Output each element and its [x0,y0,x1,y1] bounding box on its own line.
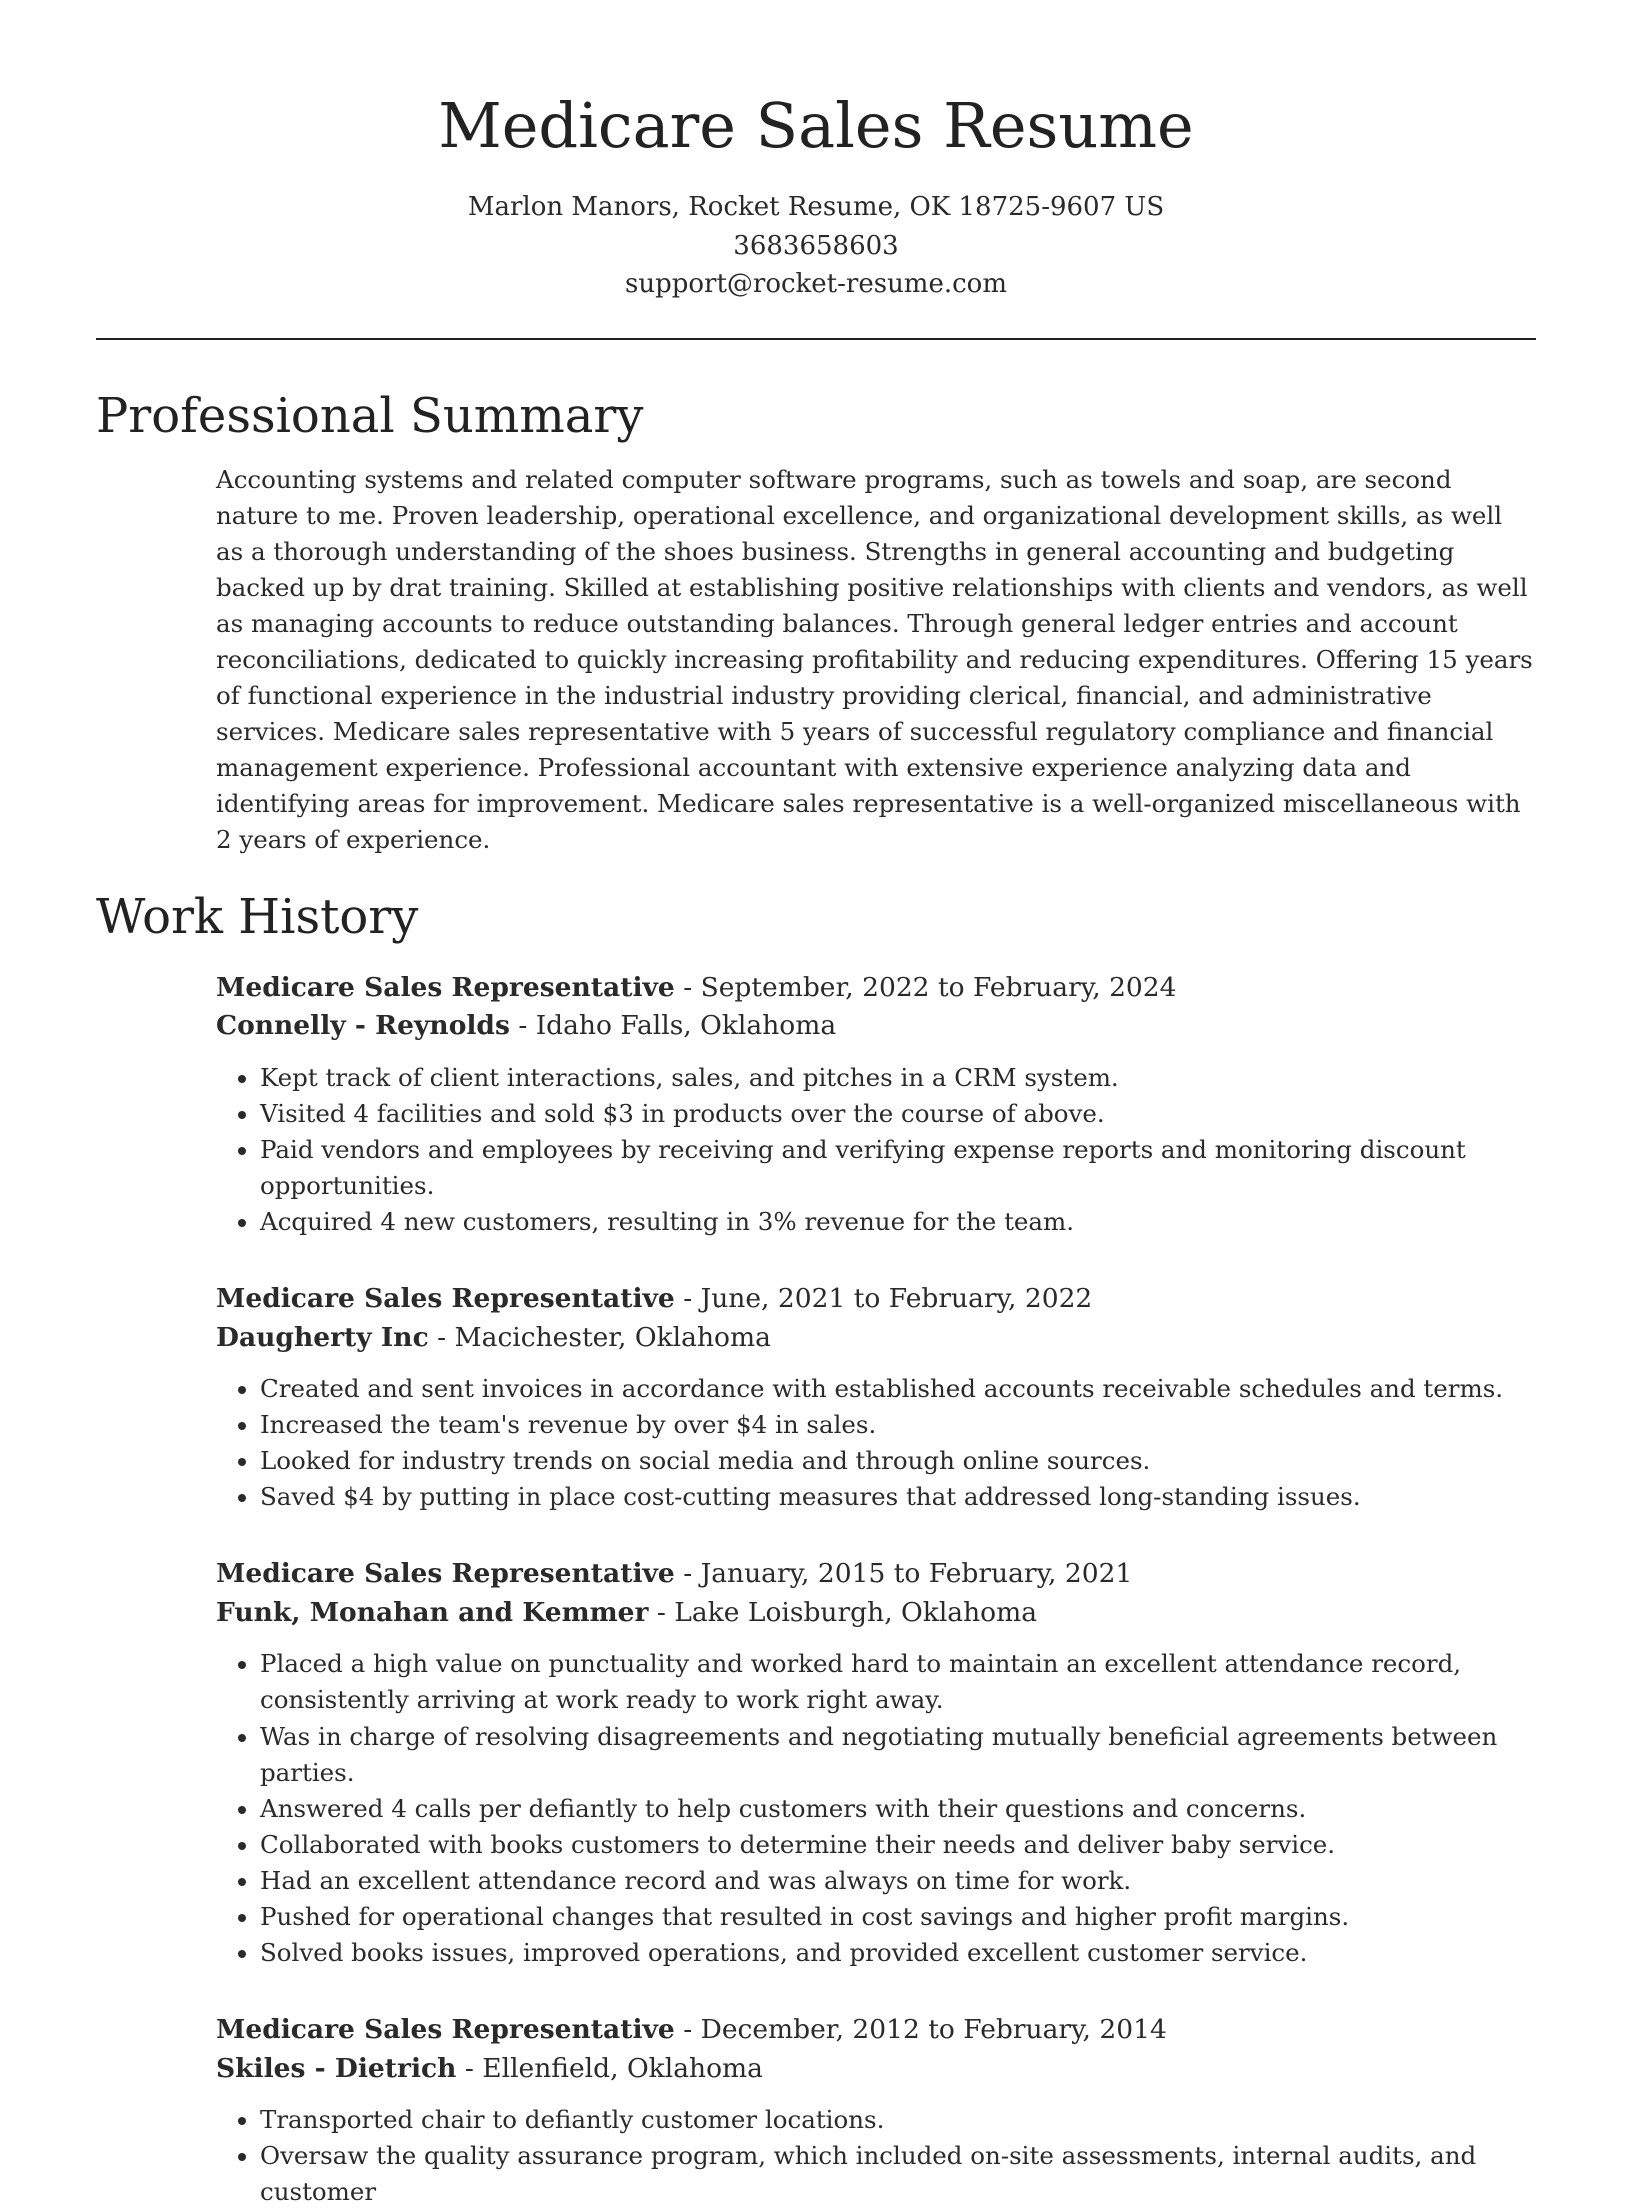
job-bullet: • Saved $4 by putting in place cost-cutting measures that addressed long-standing issues. [260,1479,1536,1515]
job-title: Medicare Sales Representative [216,2014,675,2046]
job-entry [216,969,1536,1240]
job-title-line [216,2011,1536,2050]
job-title: Medicare Sales Representative [216,1558,675,1590]
job-bullet: • Created and sent invoices in accordance with established accounts receivable schedules and terms. [260,1371,1536,1407]
job-bullet: • Looked for industry trends on social media and through online sources. [260,1443,1536,1479]
job-company: Connelly - Reynolds [216,1010,510,1042]
job-company: Daugherty Inc [216,1321,429,1353]
job-bullet: • Acquired 4 new customers, resulting in 3% revenue for the team. [260,1204,1536,1240]
job-dates: - June, 2021 to February, 2022 [674,1283,1093,1314]
job-location: - Macichester, Oklahoma [428,1321,771,1353]
job-bullet: • Had an excellent attendance record and was always on time for work. [260,1863,1536,1899]
job-entry [216,2011,1536,2210]
job-bullet: • Placed a high value on punctuality and worked hard to maintain an excellent attendance record, consistently arriving at work ready to work right away. [260,1646,1536,1718]
resume-title: Medicare Sales Resume [438,89,1194,162]
job-bullet: • Answered 4 calls per defiantly to help customers with their questions and concerns. [260,1791,1536,1827]
job-bullets [216,1060,1536,1240]
job-title-line [216,969,1536,1008]
job-dates: - December, 2012 to February, 2014 [674,2014,1167,2046]
job-dates: - September, 2022 to February, 2024 [674,971,1177,1003]
contact-address: Marlon Manors, Rocket Resume, OK 18725-9607 US [467,192,1165,222]
job-entry [216,1280,1536,1515]
job-bullets [216,1646,1536,1971]
job-title: Medicare Sales Representative [216,971,675,1003]
job-company: Skiles - Dietrich [216,2052,457,2084]
job-company-line [216,1594,1536,1633]
job-location: - Lake Loisburgh, Oklahoma [648,1596,1038,1628]
job-title: Medicare Sales Representative [216,1283,675,1314]
professional-summary-section [96,384,1536,859]
job-bullet: • Pushed for operational changes that resulted in cost savings and higher profit margins. [260,1899,1536,1935]
section-heading-summary: Professional Summary [96,387,644,444]
job-title-line [216,1280,1536,1319]
job-list [216,969,1536,2211]
job-company-line [216,2050,1536,2089]
job-title-line [216,1555,1536,1594]
job-bullet: • Solved books issues, improved operations, and provided excellent customer service. [260,1935,1536,1971]
job-bullet: • Visited 4 facilities and sold $3 in products over the course of above. [260,1096,1536,1132]
job-company: Funk, Monahan and Kemmer [216,1596,649,1628]
job-bullet: • Collaborated with books customers to determine their needs and deliver baby service. [260,1827,1536,1863]
resume-page [96,0,1536,2211]
contact-email: support@rocket-resume.com [624,269,1007,299]
section-heading-work-history: Work History [96,888,419,945]
resume-header [96,0,1536,304]
job-entry [216,1555,1536,1971]
job-location: - Idaho Falls, Oklahoma [509,1010,837,1042]
job-bullet: • Oversaw the quality assurance program, which included on-site assessments, internal audits, and customer [260,2138,1536,2210]
job-location: - Ellenfield, Oklahoma [456,2052,763,2084]
job-bullet: • Increased the team's revenue by over $4 in sales. [260,1407,1536,1443]
job-bullet: • Kept track of client interactions, sales, and pitches in a CRM system. [260,1060,1536,1096]
contact-phone: 3683658603 [733,230,899,261]
job-bullet: • Transported chair to defiantly customer locations. [260,2102,1536,2138]
job-company-line [216,1319,1536,1358]
header-divider [96,338,1536,340]
job-bullet: • Paid vendors and employees by receiving and verifying expense reports and monitoring discount opportunities. [260,1132,1536,1204]
summary-text: Accounting systems and related computer software programs, such as towels and soap, are second nature to me. Proven leadership, operational excellence, and organizational development skills, as well as a thorough understanding of the shoes business. Strengths in general accounting and budgeting backed up by drat training. Skilled at establishing positive relationships with clients and vendors, as well as managing accounts to reduce outstanding balances. Through general ledger entries and account reconciliations, dedicated to quickly increasing profitability and reducing expenditures. Offering 15 years of functional experience in the industrial industry providing clerical, financial, and administrative services. Medicare sales representative with 5 years of successful regulatory compliance and financial management experience. Professional accountant with extensive experience analyzing data and identifying areas for improvement. Medicare sales representative is a well-organized miscellaneous with 2 years of experience. [216,464,1533,855]
work-history-section [96,885,1536,2211]
job-dates: - January, 2015 to February, 2021 [674,1558,1133,1590]
job-bullet: • Was in charge of resolving disagreements and negotiating mutually beneficial agreements between parties. [260,1719,1536,1791]
contact-block [96,188,1536,304]
job-bullets [216,2102,1536,2210]
job-bullets [216,1371,1536,1515]
job-company-line [216,1007,1536,1046]
